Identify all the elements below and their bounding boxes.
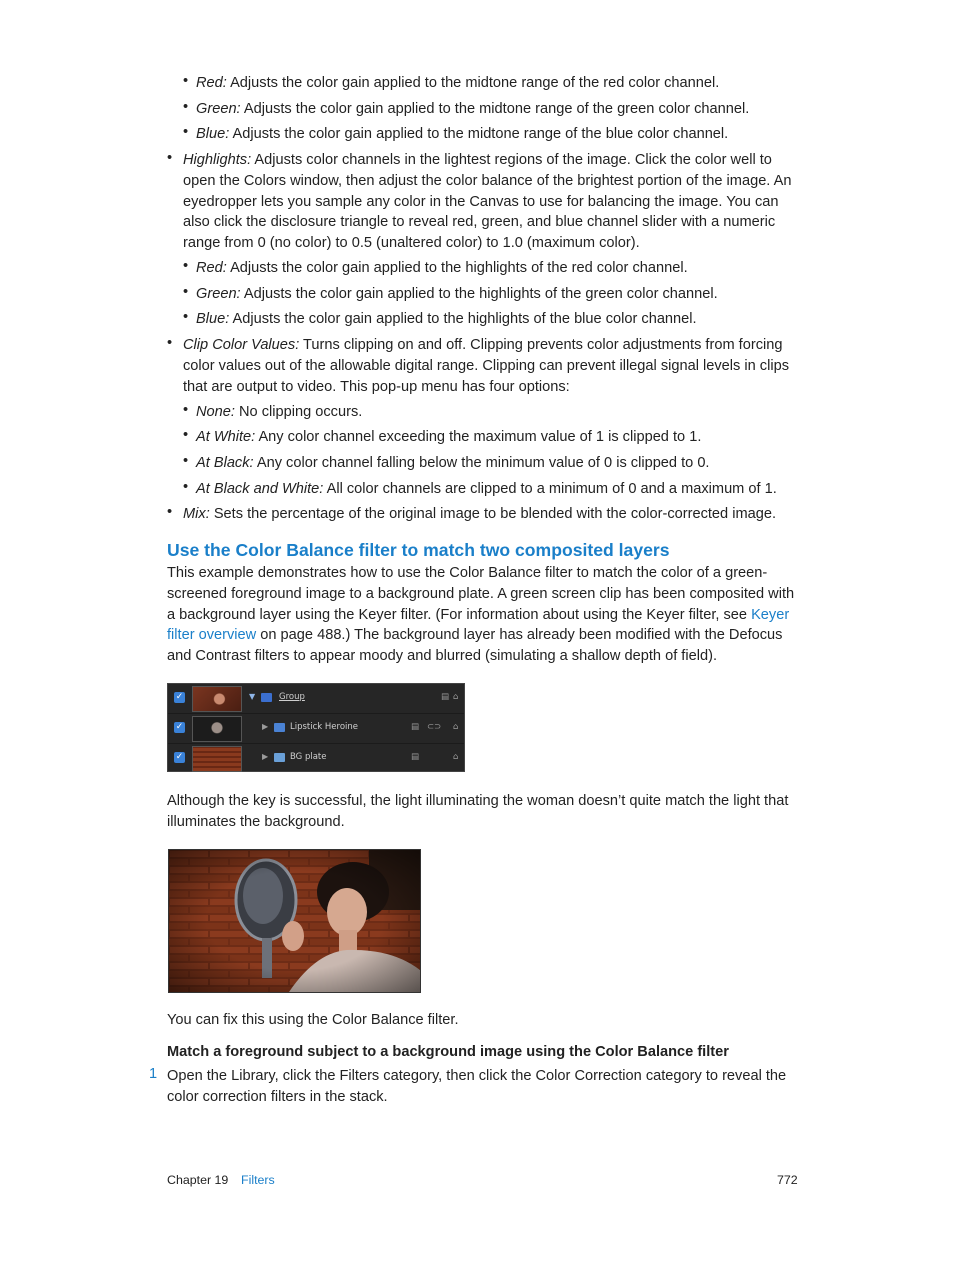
task-heading: Match a foreground subject to a background image using the Color Balance filter: [167, 1044, 729, 1060]
list-item: • Red: Adjusts the color gain applied to the highlights of the red color channel.: [183, 258, 688, 276]
list-item: • Green: Adjusts the color gain applied to the midtone range of the green color channel.: [183, 99, 750, 117]
keyer-filter-overview-link[interactable]: Keyer filter overview: [167, 606, 790, 644]
step-text: Open the Library, click the Filters category, then click the Color Correction category to reveal the color correction filters in the stack.: [167, 1068, 787, 1105]
list-item: • Clip Color Values: Turns clipping on and off. Clipping prevents color adjustments from forcing color values out of the allowable digital range. Clipping can prevent illegal signal levels in clips that are output to video. This pop-up menu has four options:: [167, 335, 789, 395]
lock-icon[interactable]: ⌂: [453, 752, 459, 762]
body-paragraph: You can fix this using the Color Balance filter.: [167, 1012, 459, 1028]
lock-icon[interactable]: ⌂: [453, 722, 459, 732]
footer-page-number: 772: [777, 1173, 798, 1187]
list-item: • Blue: Adjusts the color gain applied to the highlights of the blue color channel.: [183, 309, 697, 327]
list-item: • Green: Adjusts the color gain applied to the highlights of the green color channel.: [183, 284, 718, 302]
list-item: • None: No clipping occurs.: [183, 402, 363, 420]
layer-name[interactable]: Lipstick Heroine: [290, 722, 359, 732]
checkbox-icon[interactable]: ✓: [175, 752, 184, 762]
disclosure-closed-icon[interactable]: ▶: [262, 722, 269, 731]
list-item: • Highlights: Adjusts color channels in the lightest regions of the image. Click the color well to open the Colors window, then adjust the color balance of the brightest portion of the image. An eyedropper lets you sample any color in the Canvas to use for balancing the image. You can also click the disclosure triangle to reveal red, green, and blue channel slider with a numeric range from 0 (no color) to 0.5 (unaltered color) to 1.0 (maximum color).: [167, 150, 792, 252]
list-item: • Mix: Sets the percentage of the original image to be blended with the color-corrected image.: [167, 504, 777, 522]
layer-row-group[interactable]: [168, 684, 464, 713]
layer-options-icon[interactable]: ▤: [411, 722, 420, 732]
media-icon: [274, 723, 285, 732]
checkbox-icon[interactable]: ✓: [175, 692, 184, 702]
layer-thumbnail: [192, 746, 242, 772]
layer-row-bg-plate[interactable]: [168, 743, 464, 773]
woman-with-mirror-image: [169, 850, 420, 992]
list-item: • At Black: Any color channel falling below the minimum value of 0 is clipped to 0.: [183, 453, 710, 471]
footer-chapter: Chapter 19: [167, 1173, 229, 1187]
intro-paragraph: This example demonstrates how to use the Color Balance filter to match the color of a green-screened foreground image to a background plate. A green screen clip has been composited with a background layer using the Keyer filter. (For information about using the Keyer filter, see Keyer filter overview on page 488.) The background layer has already been modified with the Defocus and Contrast filters to appear moody and blurred (simulating a shallow depth of field).: [167, 565, 795, 665]
body-paragraph: Although the key is successful, the light illuminating the woman doesn’t quite match the light that illuminates the background.: [167, 793, 789, 830]
step-number: 1: [149, 1066, 158, 1082]
list-item: • Blue: Adjusts the color gain applied to the midtone range of the blue color channel.: [183, 124, 729, 142]
list-item: • At Black and White: All color channels are clipped to a minimum of 0 and a maximum of 1.: [183, 479, 777, 497]
image-icon: [274, 753, 285, 762]
checkbox-icon[interactable]: ✓: [175, 722, 184, 732]
footer-section-link[interactable]: Filters: [241, 1173, 275, 1187]
layer-name[interactable]: Group: [279, 692, 305, 702]
lock-icon[interactable]: ⌂: [453, 692, 459, 702]
composite-photo: [168, 849, 421, 993]
layers-panel: [167, 683, 465, 772]
layer-options-icon[interactable]: ▤: [441, 692, 450, 702]
layer-row-lipstick-heroine[interactable]: [168, 713, 464, 743]
link-icon[interactable]: ⊂⊃: [427, 722, 442, 732]
disclosure-closed-icon[interactable]: ▶: [262, 752, 269, 761]
layer-name[interactable]: BG plate: [290, 752, 327, 762]
layer-thumbnail: [192, 716, 242, 742]
list-item: • At White: Any color channel exceeding the maximum value of 1 is clipped to 1.: [183, 427, 702, 445]
disclosure-open-icon[interactable]: ▼: [249, 692, 256, 701]
group-icon: [261, 693, 272, 702]
section-heading: Use the Color Balance filter to match two composited layers: [167, 540, 670, 560]
layer-thumbnail: [192, 686, 242, 712]
list-item: • Red: Adjusts the color gain applied to the midtone range of the red color channel.: [183, 73, 720, 91]
layer-options-icon[interactable]: ▤: [411, 752, 420, 762]
